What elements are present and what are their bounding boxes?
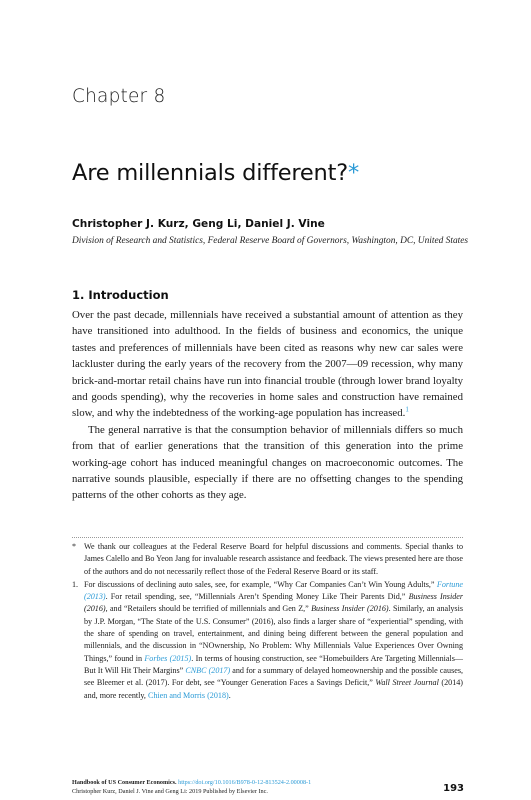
doi-link[interactable]: https://doi.org/10.1016/B978-0-12-813524-2.00008-1 (178, 779, 312, 786)
book-footer-line-1 (72, 778, 463, 787)
footnote-1-text-part: (2014) and, more recently, (84, 678, 463, 700)
chapter-label: Chapter 8 (72, 86, 166, 107)
footnote-1-text-part: . Similarly, an analysis by J.P. Morgan, “The State of the U.S. Consumer” (2016), also finds a larger share of “experiential” spending, with the share of spending on travel, entertainment, and dining being different between the general population and millennials, and the discussion in “NOwnership, No Problem: Why Millennials Value Experiences Over Owning Things,” found in (84, 604, 463, 663)
business-insider-citation-2: Business Insider (2016) (311, 604, 389, 614)
footnote-divider (72, 537, 463, 538)
business-insider-citation: Business Insider (2016) (84, 592, 463, 614)
footnote-1-text-part: For discussions of declining auto sales, see, for example, “Why Car Companies Can’t Win Young Adults,” (84, 579, 437, 589)
body-paragraph-1 (72, 307, 463, 422)
footnote-star-mark: * (72, 542, 77, 551)
book-title: Handbook of US Consumer Economics. (72, 779, 177, 786)
footnote-1-text-part: , and “Retailers should be terrified of millennials and Gen Z,” (105, 604, 312, 614)
chapter-title-text: Are millennials different? (72, 160, 348, 186)
footnote-1-text (84, 579, 463, 702)
footnote-1 (72, 579, 463, 702)
chien-morris-citation-link[interactable]: Chien and Morris (2018) (147, 690, 229, 700)
footnote-star-text: We thank our colleagues at the Federal Reserve Board for helpful discussions and comments. Special thanks to James Calello and Bo Yeon Jang for invaluable research assistance and feedback. The views presented here are those of the authors and do not necessarily reflect those of the Federal Reserve Board or its staff. (84, 542, 463, 576)
author-list: Christopher J. Kurz, Geng Li, Daniel J. Vine (72, 218, 325, 230)
fortune-citation-link[interactable]: Fortune (2013) (84, 579, 463, 602)
footnote-1-text-part: . (228, 690, 231, 700)
title-footnote-link[interactable]: * (347, 160, 360, 186)
wsj-citation: Wall Street Journal (375, 678, 439, 688)
footnote-1-text-part: . In terms of housing construction, see “Homebuilders Are Targeting Millennials—But It Will Hit Their Margins” (84, 653, 463, 675)
footnote-1-link[interactable]: 1 (405, 405, 409, 414)
paragraph-1-text: Over the past decade, millennials have received a substantial amount of attention as they have transitioned into adulthood. In the fields of business and economics, the unique tastes and preferences of millennials have been cited as reasons why new car sales were lackluster during the early years of the recovery from the 2007—09 recession, why many brick-and-mortar retail chains have run into financial trouble (through lower brand loyalty and goods spending), why the recoveries in home sales and construction have remained slow, and why the indebtedness of the working-age population has increased. (72, 309, 463, 420)
section-heading: 1. Introduction (72, 288, 169, 302)
cnbc-citation-link[interactable]: CNBC (2017) (185, 665, 231, 675)
copyright-notice: Christopher Kurz, Daniel J. Vine and Geng Li: 2019 Published by Elsevier Inc. (72, 788, 268, 795)
footnote-1-text-part: and for a summary of delayed homeownership and the possible causes, see Bleemer et al. (2017). For debt, see “Younger Generation Faces a Savings Deficit,” (84, 665, 463, 688)
footnotes (72, 541, 463, 703)
footnote-1-mark: 1. (72, 579, 79, 589)
body-paragraph-2: The general narrative is that the consumption behavior of millennials differs so much from that of earlier generations that the transition of this generation into the prime working-age cohort has induced meaningful changes on macroeconomic outcomes. The narrative sounds plausible, especially if there are no offsetting changes to the spending patterns of the other cohorts as they age. (72, 423, 463, 502)
footnote-star (72, 541, 463, 578)
chapter-title (72, 160, 492, 186)
forbes-citation-link[interactable]: Forbes (2015) (144, 653, 192, 663)
book-footer (72, 778, 463, 796)
footnote-1-text-part: . For retail spending, see, “Millennials Aren’t Spending Money Like Their Parents Did,” (105, 592, 409, 602)
author-affiliation: Division of Research and Statistics, Federal Reserve Board of Governors, Washington, DC, United States (72, 236, 469, 246)
body-text (72, 307, 463, 504)
page-number: 193 (443, 783, 464, 794)
